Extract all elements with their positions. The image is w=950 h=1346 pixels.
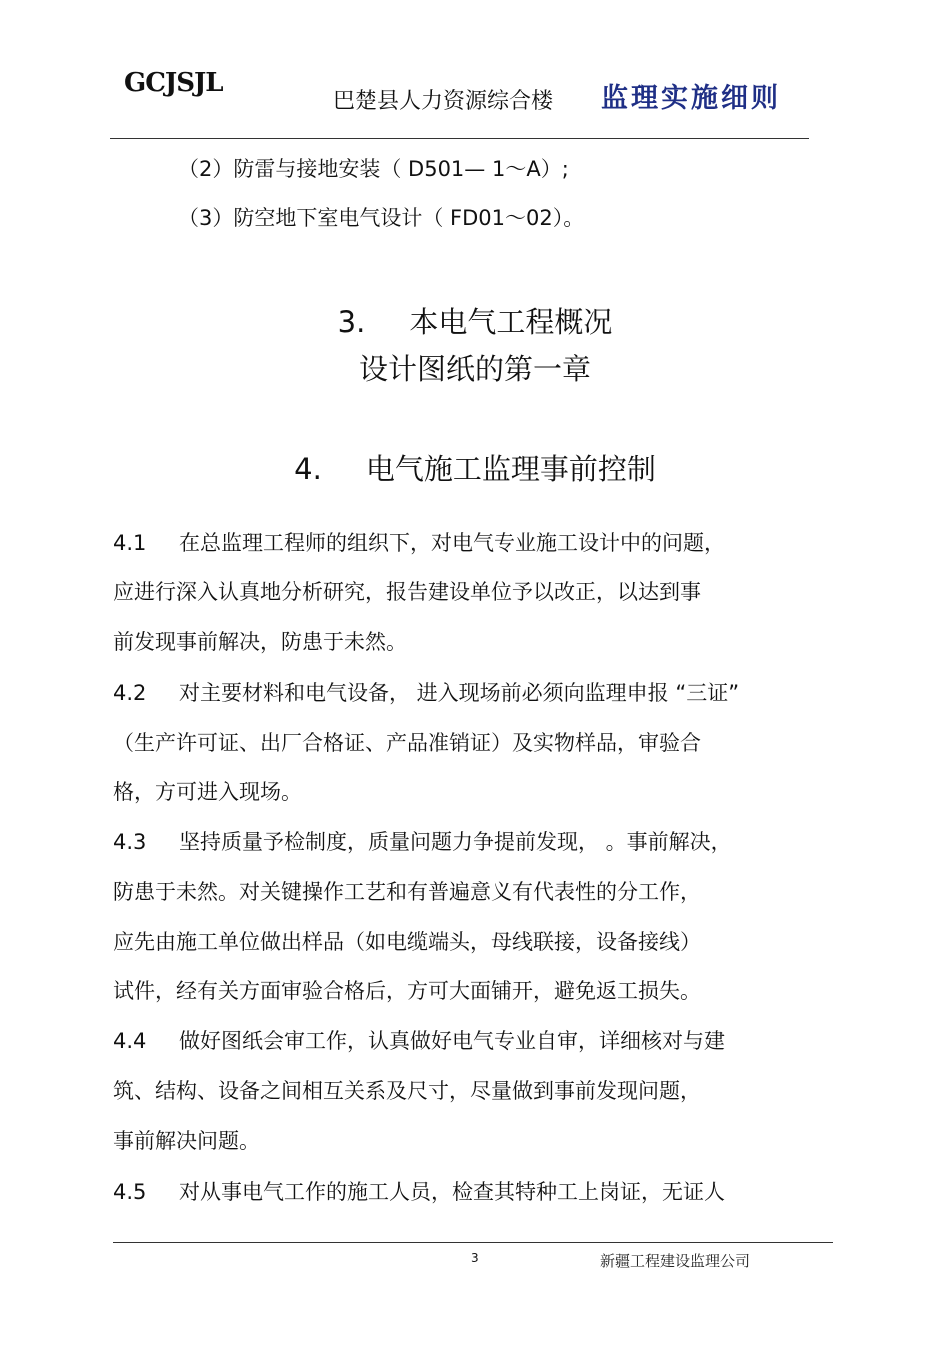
section-subheading: 设计图纸的第一章 — [358, 352, 591, 386]
clause-number: 4.4 — [113, 1029, 147, 1053]
footer-divider — [113, 1242, 833, 1243]
paragraph-text: 在总监理工程师的组织下，对电气专业施工设计中的问题， — [179, 531, 725, 555]
paragraph-line — [113, 677, 739, 707]
paragraph-text: 对主要材料和电气设备， 进入现场前必须向监理申报 “三证” — [179, 681, 740, 705]
header-divider — [110, 138, 809, 139]
section-title: 电气施工监理事前控制 — [365, 452, 656, 486]
list-item: （2）防雷与接地安装（ D501— 1～A）; — [178, 157, 569, 181]
paragraph-line — [113, 527, 725, 557]
section-heading — [0, 300, 950, 341]
section-title: 本电气工程概况 — [409, 305, 613, 339]
section-number: 3. — [337, 305, 366, 339]
paragraph-line: 防患于未然。对关键操作工艺和有普遍意义有代表性的分工作， — [113, 880, 701, 904]
paragraph-line: 前发现事前解决，防患于未然。 — [113, 630, 407, 654]
company-logo: GCJSJL — [124, 68, 223, 98]
paragraph-line: 应进行深入认真地分析研究，报告建设单位予以改正，以达到事 — [113, 580, 701, 604]
paragraph-line: （生产许可证、出厂合格证、产品准销证）及实物样品，审验合 — [113, 731, 701, 755]
paragraph-line: 试件，经有关方面审验合格后，方可大面铺开，避免返工损失。 — [113, 979, 701, 1003]
section-number: 4. — [294, 452, 322, 486]
paragraph-text: 坚持质量予检制度，质量问题力争提前发现， 。事前解决， — [179, 830, 732, 854]
paragraph-line — [113, 1176, 725, 1206]
paragraph-text: 对从事电气工作的施工人员，检查其特种工上岗证，无证人 — [179, 1180, 725, 1204]
paragraph-line: 应先由施工单位做出样品（如电缆端头，母线联接，设备接线） — [113, 930, 701, 954]
page-number: 3 — [471, 1251, 479, 1265]
document-type-title: 监理实施细则 — [601, 83, 781, 114]
paragraph-line — [113, 1025, 725, 1055]
paragraph-text: 做好图纸会审工作，认真做好电气专业自审，详细核对与建 — [179, 1029, 725, 1053]
clause-number: 4.5 — [113, 1180, 147, 1204]
clause-number: 4.1 — [113, 531, 147, 555]
project-title: 巴楚县人力资源综合楼 — [333, 89, 554, 114]
paragraph-line: 事前解决问题。 — [113, 1129, 260, 1153]
paragraph-line: 筑、结构、设备之间相互关系及尺寸，尽量做到事前发现问题， — [113, 1079, 701, 1103]
clause-number: 4.2 — [113, 681, 147, 705]
clause-number: 4.3 — [113, 830, 147, 854]
paragraph-line: 格，方可进入现场。 — [113, 780, 302, 804]
list-item: （3）防空地下室电气设计（ FD01～02）。 — [178, 206, 585, 230]
paragraph-line — [113, 826, 732, 856]
footer-company: 新疆工程建设监理公司 — [600, 1252, 751, 1270]
section-heading — [0, 447, 950, 488]
